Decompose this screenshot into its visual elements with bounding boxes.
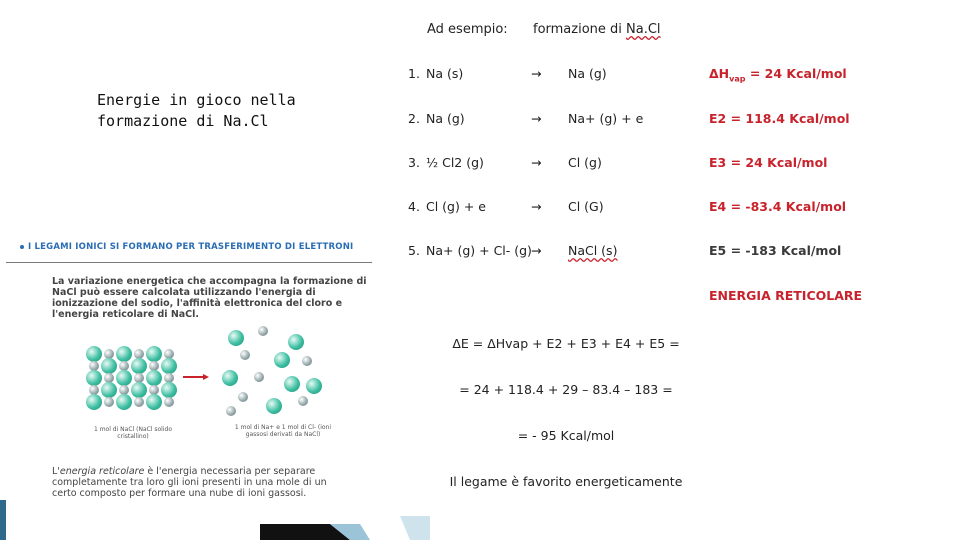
step-product: Na+ (g) + e [568,111,644,126]
step-energy: E2 = 118.4 Kcal/mol [709,111,850,126]
sodium-ion [104,397,114,407]
chloride-ion [161,382,177,398]
sodium-ion [226,406,236,416]
chloride-ion [146,346,162,362]
chloride-ion [228,330,244,346]
step-energy: E5 = -183 Kcal/mol [709,243,842,258]
chloride-ion [101,358,117,374]
chloride-ion [131,382,147,398]
formation-prefix: formazione di [533,22,627,37]
chloride-ion [288,334,304,350]
step-reactant: Na+ (g) + Cl- (g) [426,243,532,258]
sodium-ion [164,397,174,407]
chloride-ion [274,352,290,368]
step-row [0,199,960,219]
sodium-ion [134,397,144,407]
sodium-ion [238,392,248,402]
step-reactant: Na (s) [426,66,464,81]
textbook-paragraph: La variazione energetica che accompagna la formazione di NaCl può essere calcolata utilizzando l'energia di ionizzazione del sodio, l'affinità elettronica del cloro e l'energia reticolare di NaCl. [52,276,367,320]
chloride-ion [161,358,177,374]
chloride-ion [131,358,147,374]
sodium-ion [240,350,250,360]
vap-subscript: vap [729,74,746,84]
chloride-ion [86,346,102,362]
lattice-energy-label: ENERGIA RETICOLARE [709,288,863,303]
caption-right: 1 mol di Na+ e 1 mol di Cl- (ioni gassosi derivati da NaCl) [234,424,332,438]
example-label: Ad esempio: [427,22,508,37]
formation-compound: Na.Cl [626,22,661,37]
footer-post: è l'energia necessaria per separare completamente tra loro gli ioni presenti in una mole di un certo composto per formare una nube di ioni gassosi. [52,466,327,499]
caption-left: 1 mol di NaCl (NaCl solido cristallino) [93,426,172,440]
step-energy: E4 = -83.4 Kcal/mol [709,199,847,214]
conclusion-text: Il legame è favorito energeticamente [449,474,683,489]
gaseous-ions-illustration [218,326,318,418]
divider [6,262,372,263]
chloride-ion [146,370,162,386]
chloride-ion [86,370,102,386]
step-arrow: → [531,111,542,126]
step-product: Cl (G) [568,199,604,214]
chloride-ion [116,394,132,410]
slide-title: Energie in gioco nella formazione di Na.Cl [97,91,296,130]
step-number: 4. [408,199,420,214]
textbook-heading [20,242,353,252]
step-number: 3. [408,155,420,170]
corner-decoration [0,500,440,540]
step-energy: $\Delta H_{vap} = 24$ Kcal/mol [709,66,847,84]
red-arrow-icon [183,374,209,380]
chloride-ion [146,394,162,410]
step-reactant: ½ Cl2 (g) [426,155,484,170]
bullet-icon [20,245,24,249]
step-row [0,155,960,175]
corner-bar [0,500,6,540]
sodium-ion [298,396,308,406]
textbook-footer [52,466,352,499]
sum-equation: = 24 + 118.4 + 29 – 83.4 – 183 = [459,382,673,397]
chloride-ion [116,370,132,386]
chloride-ion [101,382,117,398]
step-number: 5. [408,243,420,258]
step-product: Cl (g) [568,155,602,170]
step-row [0,111,960,131]
sodium-ion [258,326,268,336]
step-arrow: → [531,155,542,170]
sodium-ion [254,372,264,382]
sodium-ion [302,356,312,366]
textbook-heading-text: I LEGAMI IONICI SI FORMANO PER TRASFERIMENTO DI ELETTRONI [28,242,354,252]
step-arrow: → [531,243,542,258]
step-arrow: → [531,66,542,81]
footer-pre: L' [52,466,60,477]
corner-pale-wedge [400,516,430,540]
formation-label [533,22,661,37]
total-energy-equation: ΔE = ΔHvap + E2 + E3 + E4 + E5 = [452,336,680,351]
step-reactant: Na (g) [426,111,465,126]
chloride-ion [116,346,132,362]
chloride-ion [86,394,102,410]
step-reactant: Cl (g) + e [426,199,486,214]
step-row [0,66,960,86]
arrow-shaft [183,376,203,378]
arrow-head [203,374,209,380]
step-product: Na (g) [568,66,607,81]
step-energy: E3 = 24 Kcal/mol [709,155,828,170]
footer-term: energia reticolare [59,466,145,477]
step-arrow: → [531,199,542,214]
result-equation: = - 95 Kcal/mol [517,428,615,443]
crystal-lattice-illustration [86,346,178,410]
step-product: NaCl (s) [568,243,618,258]
chloride-ion [306,378,322,394]
chloride-ion [284,376,300,392]
step-number: 2. [408,111,420,126]
chloride-ion [222,370,238,386]
step-number: 1. [408,66,420,81]
chloride-ion [266,398,282,414]
